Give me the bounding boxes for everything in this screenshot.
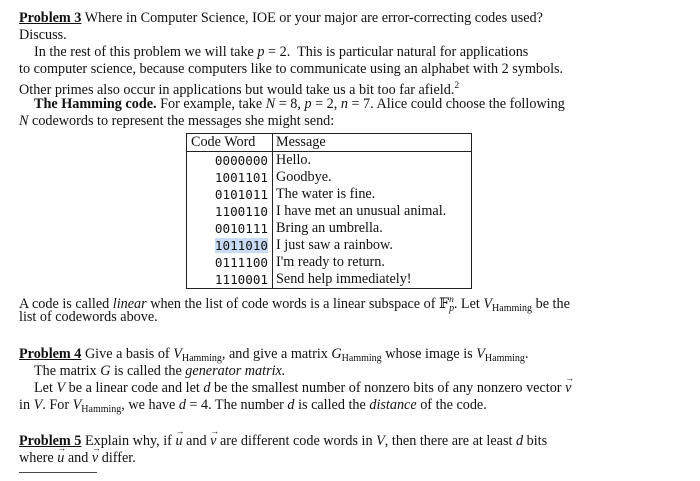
table-row — [187, 237, 472, 254]
code-cell: 0101011 — [187, 186, 273, 203]
code-cell: 1001101 — [187, 169, 273, 186]
problem-3-line-7: N codewords to represent the messages she might send: — [19, 113, 335, 129]
problem-4-line-4: in V. For $V_{Hamming}$, we have d = 4. The number d is called the distance of the code. — [19, 397, 487, 415]
problem-3-label: Problem 3 — [19, 10, 82, 26]
problem-4-line-1: Problem 4 Give a basis of $V_{Hamming}$, and give a matrix $G_{Hamming}$ whose image is $V_{Hamming}$. — [19, 346, 529, 364]
problem-4-label: Problem 4 — [19, 346, 82, 362]
message-cell: Send help immediately! — [273, 271, 472, 289]
message-cell: I'm ready to return. — [273, 254, 472, 271]
problem-3-line-5-text: Other primes also occur in applications but would take us a bit too far afield. — [19, 82, 455, 98]
table-row — [187, 254, 472, 271]
message-cell: The water is fine. — [273, 186, 472, 203]
problem-5-label: Problem 5 — [19, 433, 82, 449]
table-header-row — [187, 134, 472, 152]
code-cell-highlighted — [187, 237, 273, 254]
problem-4-line-2: The matrix G is called the generator matrix. — [34, 363, 286, 379]
header-code-word: Code Word — [187, 134, 273, 152]
message-cell: Goodbye. — [273, 169, 472, 186]
message-cell: I just saw a rainbow. — [273, 237, 472, 254]
problem-4-line-3: Let V be a linear code and let d be the smallest number of nonzero bits of any nonzero vector v → — [34, 380, 687, 397]
codeword-table — [186, 133, 472, 289]
table-row — [187, 271, 472, 289]
message-cell: I have met an unusual animal. — [273, 203, 472, 220]
problem-3-line-2: Discuss. — [19, 27, 67, 43]
table-row — [187, 186, 472, 203]
table-row — [187, 169, 472, 186]
code-cell: 0111100 — [187, 254, 273, 271]
footnote-rule — [19, 472, 97, 473]
code-cell: 1110001 — [187, 271, 273, 289]
footnote-mark: 2 — [454, 81, 460, 91]
problem-3-line-3: In the rest of this problem we will take p = 2. This is particular natural for applications — [34, 44, 529, 60]
highlighted-code: 1011010 — [214, 238, 268, 253]
code-cell: 0000000 — [187, 152, 273, 170]
table-row — [187, 203, 472, 220]
code-cell: 1100110 — [187, 203, 273, 220]
table-row — [187, 152, 472, 170]
table-row — [187, 220, 472, 237]
message-cell: Bring an umbrella. — [273, 220, 472, 237]
linear-definition-line-1: A code is called linear when the list of code words is a linear subspace of 𝔽$_p^n$. Let $V_{Hamming}$ be the — [19, 295, 570, 314]
header-message: Message — [273, 134, 472, 152]
linear-definition-line-2: list of codewords above. — [19, 309, 158, 325]
message-cell: Hello. — [273, 152, 472, 170]
problem-3-question: Where in Computer Science, IOE or your major are error-correcting codes used? — [84, 10, 543, 26]
problem-3-line-6: The Hamming code. For example, take N = 8, p = 2, n = 7. Alice could choose the following — [34, 96, 565, 112]
code-cell: 0010111 — [187, 220, 273, 237]
problem-3-line-4: to computer science, because computers like to communicate using an alphabet with 2 symbols. — [19, 61, 564, 77]
hamming-title: The Hamming code. — [34, 96, 157, 112]
problem-5-line-2: where u → and v → differ. — [19, 450, 687, 467]
problem-3-line-1 — [19, 10, 687, 27]
problem-5-line-1: Problem 5 Explain why, if u → and v → are different code words in V, then there are at least d bits — [19, 433, 687, 450]
